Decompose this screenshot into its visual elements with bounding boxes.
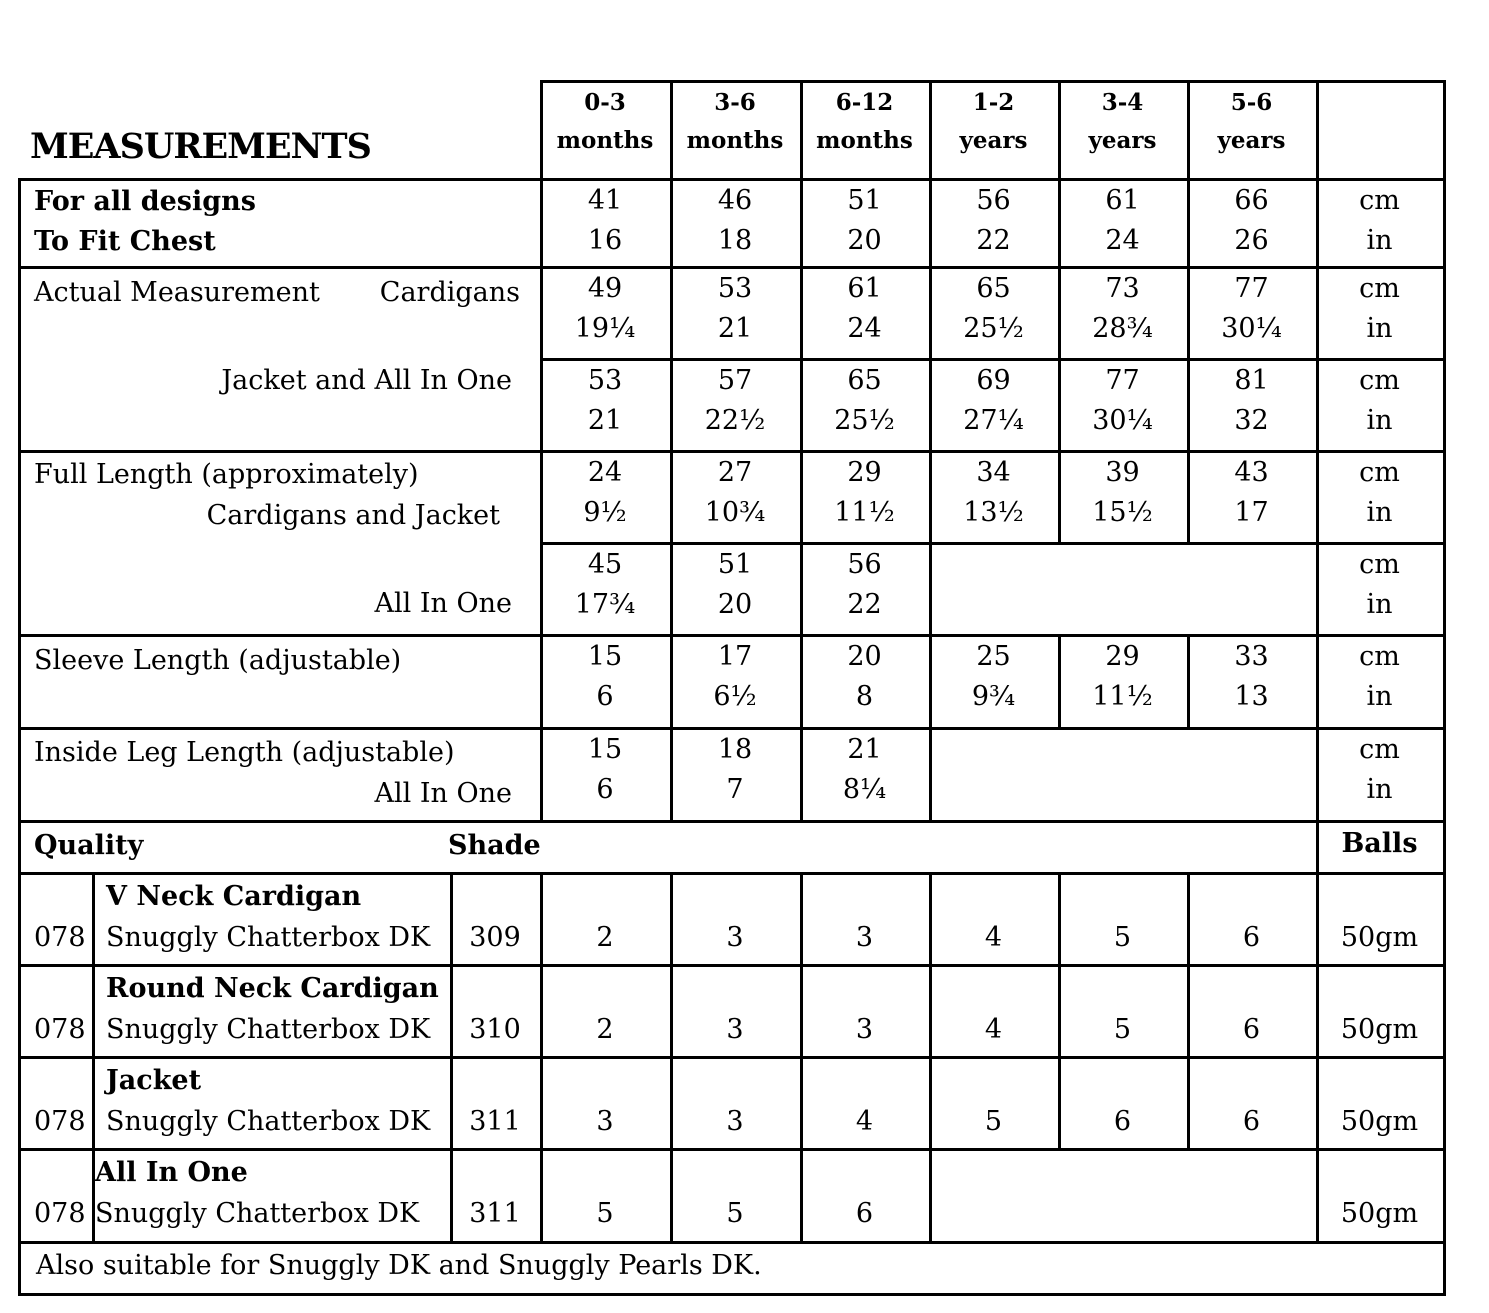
row-label: Inside Leg Length (adjustable) [34, 737, 455, 768]
column-border [1443, 542, 1446, 637]
ball-count: 5 [596, 1198, 614, 1229]
row-label: Cardigans and Jacket [206, 500, 500, 531]
footer-note: Also suitable for Snuggly DK and Snuggly Pearls DK. [36, 1250, 762, 1281]
quality-header: Quality [34, 830, 144, 861]
value-cm: 61 [1105, 185, 1140, 216]
unit-cm: cm [1359, 457, 1400, 488]
design-name: Jacket [106, 1065, 202, 1096]
value-in: 30¼ [1221, 313, 1282, 344]
row-label: Jacket and All In One [221, 365, 512, 396]
row-label: Cardigans [379, 277, 520, 308]
row-border [18, 1241, 1446, 1244]
yarn-name: Snuggly Chatterbox DK [106, 1014, 431, 1045]
column-border [1316, 80, 1319, 181]
value-cm: 61 [847, 273, 882, 304]
page-title: MEASUREMENTS [30, 126, 371, 167]
value-in: 25½ [963, 313, 1024, 344]
label-row-border [18, 450, 543, 453]
size-header-top: 1-2 [972, 89, 1015, 116]
value-cm: 33 [1234, 641, 1269, 672]
ball-unit: 50gm [1340, 922, 1419, 953]
yarn-name: Snuggly Chatterbox DK [106, 1106, 431, 1137]
ball-count: 6 [855, 1198, 874, 1229]
unit-cm: cm [1359, 549, 1400, 580]
value-cm: 46 [717, 185, 753, 216]
yarn-name: Snuggly Chatterbox DK [95, 1198, 420, 1229]
value-in: 28¾ [1092, 313, 1153, 344]
row-border [540, 820, 1446, 823]
value-in: 8 [855, 681, 874, 712]
value-cm: 15 [587, 641, 623, 672]
ball-count: 3 [726, 1014, 744, 1045]
value-in: 7 [726, 774, 744, 805]
quality-code: 078 [34, 922, 86, 953]
row-label: For all designs [34, 186, 256, 217]
column-border [1443, 634, 1446, 730]
ball-count: 2 [596, 922, 614, 953]
value-in: 22½ [704, 405, 766, 436]
value-cm: 29 [847, 457, 882, 488]
table-left-border [18, 178, 21, 1296]
ball-count: 6 [1242, 1014, 1261, 1045]
unit-cm: cm [1359, 365, 1400, 396]
value-cm: 21 [847, 734, 882, 765]
size-header-unit: years [1217, 127, 1286, 154]
value-cm: 51 [847, 185, 882, 216]
size-header-top: 3-4 [1101, 89, 1144, 116]
value-in: 24 [1105, 225, 1140, 256]
value-in: 22 [976, 225, 1011, 256]
quality-code: 078 [34, 1014, 86, 1045]
value-cm: 56 [847, 549, 882, 580]
column-border [1443, 80, 1446, 181]
design-name: V Neck Cardigan [106, 881, 362, 912]
column-border [1443, 1148, 1446, 1244]
value-cm: 29 [1105, 641, 1140, 672]
column-border [92, 964, 95, 1059]
column-border [929, 727, 932, 823]
size-header-top: 0-3 [584, 89, 626, 116]
value-cm: 65 [976, 273, 1011, 304]
column-border [1443, 820, 1446, 875]
row-border [18, 1148, 1446, 1151]
value-cm: 66 [1234, 185, 1269, 216]
value-in: 19¼ [574, 313, 636, 344]
size-header-top: 6-12 [835, 89, 894, 116]
unit-in: in [1366, 225, 1393, 256]
value-cm: 77 [1105, 365, 1140, 396]
value-cm: 77 [1234, 273, 1269, 304]
column-border [1443, 178, 1446, 269]
value-cm: 25 [976, 641, 1011, 672]
unit-in: in [1366, 313, 1393, 344]
column-border [1443, 1056, 1446, 1151]
size-header-top: 3-6 [714, 89, 756, 116]
label-row-border [18, 266, 543, 269]
header-top-border [540, 80, 1446, 83]
ball-count: 5 [1113, 1014, 1132, 1045]
value-cm: 56 [976, 185, 1011, 216]
row-label: To Fit Chest [34, 226, 216, 257]
value-in: 6 [596, 774, 614, 805]
unit-in: in [1366, 681, 1393, 712]
unit-cm: cm [1359, 273, 1400, 304]
unit-in: in [1366, 405, 1393, 436]
value-cm: 53 [717, 273, 753, 304]
value-in: 21 [587, 405, 623, 436]
design-name: All In One [95, 1157, 248, 1188]
ball-count: 4 [984, 922, 1003, 953]
value-in: 9½ [583, 497, 627, 528]
value-in: 26 [1234, 225, 1269, 256]
ball-count: 3 [855, 1014, 874, 1045]
value-in: 13½ [963, 497, 1024, 528]
value-cm: 15 [587, 734, 623, 765]
value-cm: 17 [717, 641, 753, 672]
design-name: Round Neck Cardigan [106, 973, 439, 1004]
value-in: 6½ [713, 681, 757, 712]
ball-count: 6 [1242, 1106, 1261, 1137]
ball-count: 5 [984, 1106, 1003, 1137]
column-border [929, 542, 932, 637]
value-in: 21 [717, 313, 753, 344]
ball-count: 6 [1113, 1106, 1132, 1137]
ball-count: 5 [1113, 922, 1132, 953]
value-in: 18 [717, 225, 753, 256]
unit-in: in [1366, 774, 1393, 805]
yarn-name: Snuggly Chatterbox DK [106, 922, 431, 953]
value-in: 16 [587, 225, 623, 256]
column-border [92, 1056, 95, 1151]
unit-cm: cm [1359, 734, 1400, 765]
row-border [18, 1056, 1446, 1059]
size-header-unit: months [556, 127, 654, 154]
value-cm: 51 [717, 549, 753, 580]
quality-code: 078 [34, 1106, 86, 1137]
row-label: Full Length (approximately) [34, 459, 419, 490]
column-border [1443, 964, 1446, 1059]
unit-in: in [1366, 497, 1393, 528]
value-cm: 24 [587, 457, 623, 488]
row-label: All In One [374, 588, 512, 619]
ball-unit: 50gm [1340, 1198, 1419, 1229]
label-row-border [18, 634, 543, 637]
value-in: 15½ [1092, 497, 1153, 528]
value-in: 32 [1234, 405, 1269, 436]
ball-count: 6 [1242, 922, 1261, 953]
size-header-unit: years [959, 127, 1028, 154]
ball-count: 2 [596, 1014, 614, 1045]
value-cm: 65 [847, 365, 882, 396]
value-in: 11½ [1092, 681, 1153, 712]
value-cm: 57 [717, 365, 753, 396]
size-header-unit: months [816, 127, 913, 154]
ball-unit: 50gm [1340, 1106, 1419, 1137]
shade-code: 311 [469, 1198, 521, 1229]
shade-code: 310 [469, 1014, 521, 1045]
row-border [18, 964, 1446, 967]
column-border [1443, 358, 1446, 453]
column-border [1443, 1241, 1446, 1296]
column-border [929, 1148, 932, 1244]
unit-in: in [1366, 589, 1393, 620]
value-in: 17¾ [574, 589, 636, 620]
value-in: 13 [1234, 681, 1269, 712]
value-cm: 69 [976, 365, 1011, 396]
size-header-unit: years [1088, 127, 1157, 154]
shade-header: Shade [448, 830, 541, 861]
column-border [1443, 872, 1446, 967]
value-cm: 45 [587, 549, 623, 580]
value-in: 8¼ [842, 774, 887, 805]
value-in: 6 [596, 681, 614, 712]
size-header-top: 5-6 [1230, 89, 1273, 116]
ball-count: 3 [596, 1106, 614, 1137]
ball-count: 3 [726, 922, 744, 953]
ball-count: 4 [984, 1014, 1003, 1045]
unit-cm: cm [1359, 641, 1400, 672]
ball-count: 3 [726, 1106, 744, 1137]
value-in: 25½ [834, 405, 895, 436]
value-cm: 20 [847, 641, 882, 672]
quality-code: 078 [34, 1198, 86, 1229]
value-in: 17 [1234, 497, 1269, 528]
ball-count: 5 [726, 1198, 744, 1229]
value-in: 24 [847, 313, 882, 344]
column-border [1443, 266, 1446, 361]
value-cm: 49 [587, 273, 623, 304]
value-cm: 73 [1105, 273, 1140, 304]
size-header-unit: months [686, 127, 784, 154]
value-cm: 81 [1234, 365, 1269, 396]
row-label: Sleeve Length (adjustable) [34, 645, 402, 676]
value-cm: 18 [717, 734, 753, 765]
row-border [18, 872, 1446, 875]
value-cm: 41 [587, 185, 623, 216]
value-in: 30¼ [1092, 405, 1153, 436]
value-in: 11½ [834, 497, 895, 528]
value-in: 9¾ [971, 681, 1016, 712]
unit-cm: cm [1359, 185, 1400, 216]
shade-code: 311 [469, 1106, 521, 1137]
row-label: Actual Measurement [34, 277, 320, 308]
row-label: All In One [374, 778, 512, 809]
value-cm: 53 [587, 365, 623, 396]
value-in: 10¾ [704, 497, 766, 528]
ball-unit: 50gm [1340, 1014, 1419, 1045]
balls-header: Balls [1341, 828, 1418, 859]
label-row-border [18, 727, 543, 730]
table-bottom-border [18, 1293, 1446, 1296]
value-in: 27¼ [963, 405, 1024, 436]
value-cm: 39 [1105, 457, 1140, 488]
column-border [92, 872, 95, 967]
value-cm: 27 [717, 457, 753, 488]
column-border [1443, 727, 1446, 823]
shade-code: 309 [469, 922, 521, 953]
value-cm: 34 [976, 457, 1011, 488]
value-in: 20 [847, 225, 882, 256]
column-border [1443, 450, 1446, 545]
ball-count: 3 [855, 922, 874, 953]
value-cm: 43 [1234, 457, 1269, 488]
value-in: 22 [847, 589, 882, 620]
value-in: 20 [717, 589, 753, 620]
label-row-border [18, 820, 543, 823]
ball-count: 4 [855, 1106, 874, 1137]
